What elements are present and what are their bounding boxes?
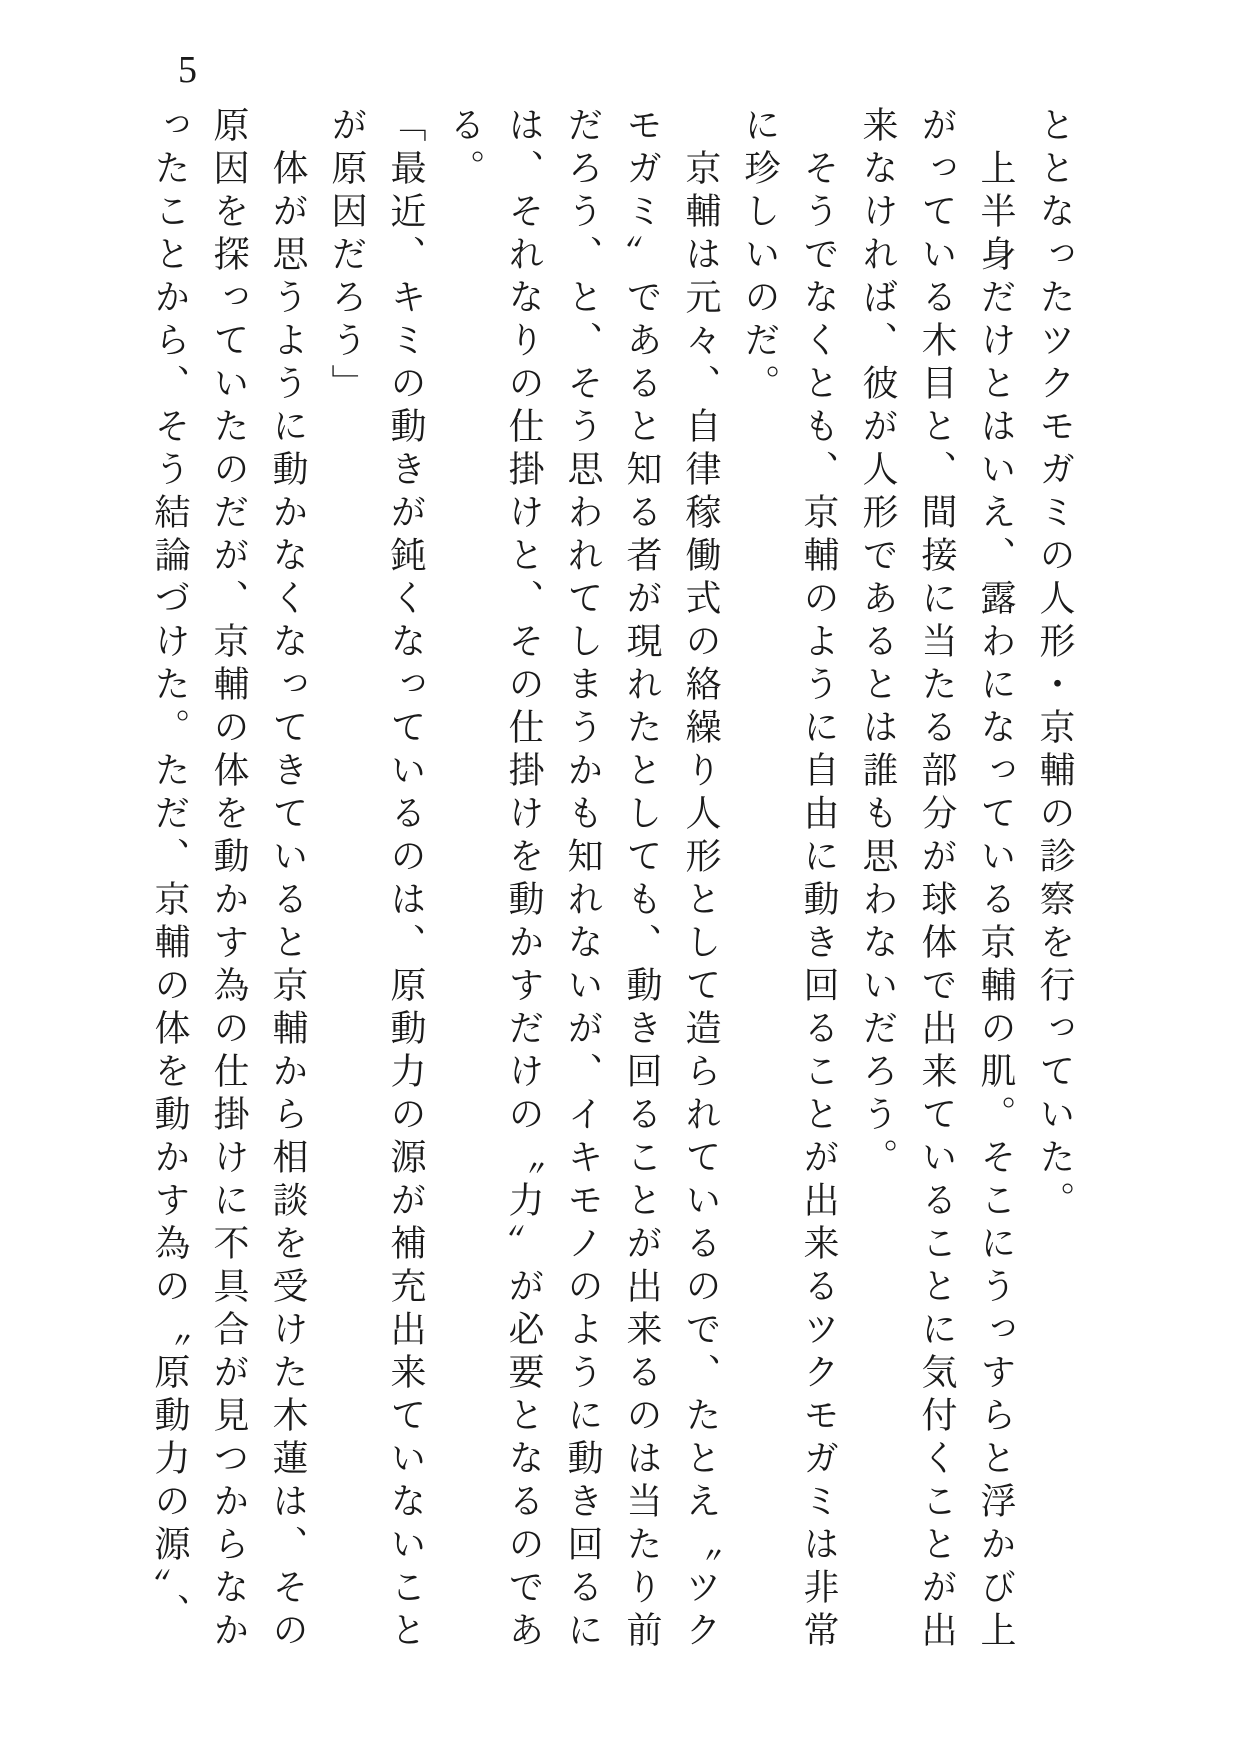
page-number: 5 [178,49,197,91]
text-line: 原因を探っていたのだが、京輔の体を動かす為の仕掛けに不具合が見つからなか [209,106,249,1654]
text-line: がっている木目と、間接に当たる部分が球体で出来ていることに気付くことが出 [917,106,957,1654]
text-line: ったことから、そう結論づけた。ただ、京輔の体を動かす為の〝原動力の源〟、 [150,106,190,1636]
text-line: 上半身だけとはいえ、露わになっている京輔の肌。そこにうっすらと浮かび上 [976,106,1016,1654]
text-line: が原因だろう」 [327,106,367,407]
text-line: 京輔は元々、自律稼働式の絡繰り人形として造られているので、たとえ〝ツク [681,106,721,1654]
text-line: は、それなりの仕掛けと、その仕掛けを動かすだけの〝力〟が必要となるのであ [504,106,544,1654]
text-line: 「最近、キミの動きが鈍くなっているのは、原動力の源が補充出来ていないこと [386,106,426,1654]
text-line: ととなったツクモガミの人形・京輔の診察を行っていた。 [1035,106,1075,1224]
text-line: だろう、と、そう思われてしまうかも知れないが、イキモノのように動き回るに [563,106,603,1654]
text-line: 体が思うように動かなくなってきていると京輔から相談を受けた木蓮は、その [268,106,308,1654]
text-line: そうでなくとも、京輔のように自由に動き回ることが出来るツクモガミは非常 [799,106,839,1654]
text-line: 来なければ、彼が人形であるとは誰も思わないだろう。 [858,106,898,1181]
text-line: モガミ〟であると知る者が現れたとしても、動き回ることが出来るのは当たり前 [622,106,662,1654]
text-line: に珍しいのだ。 [740,106,780,407]
text-line: る。 [445,106,485,192]
text-block [140,106,1084,1666]
